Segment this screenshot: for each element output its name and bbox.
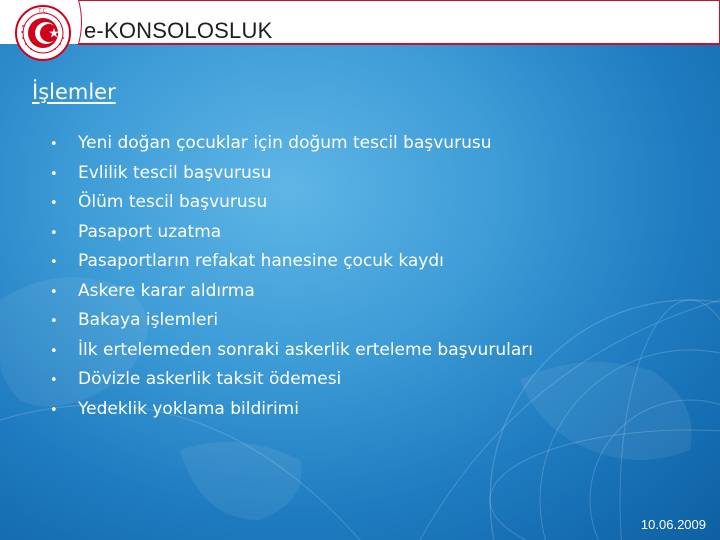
list-item-label: Dövizle askerlik taksit ödemesi — [78, 369, 342, 389]
list-item-label: Evlilik tescil başvurusu — [78, 162, 272, 183]
list-item — [50, 163, 533, 193]
list-item-label: Bakaya işlemleri — [78, 310, 219, 330]
list-item — [50, 281, 533, 311]
bullet-icon: • — [50, 284, 58, 300]
operations-list — [50, 133, 533, 428]
list-item-label: Yedeklik yoklama bildirimi — [78, 398, 299, 419]
list-item — [50, 251, 533, 281]
bullet-icon: • — [50, 373, 58, 388]
list-item — [50, 369, 533, 399]
slide-date: 10.06.2009 — [640, 517, 706, 532]
emblem-top-text: T.C. — [38, 8, 48, 15]
list-item-label: Pasaportların refakat hanesine çocuk kaydı — [78, 251, 444, 271]
bullet-icon: • — [50, 166, 58, 182]
bullet-icon: • — [50, 314, 58, 329]
app-title: e-KONSOLOSLUK — [84, 18, 273, 43]
list-item-label: Askere karar aldırma — [78, 280, 255, 301]
bullet-icon: • — [50, 402, 58, 418]
list-item-label: İlk ertelemeden sonraki askerlik erteleme başvuruları — [78, 339, 533, 360]
bullet-icon: • — [50, 137, 58, 152]
list-item — [50, 192, 533, 222]
list-item-label: Pasaport uzatma — [78, 221, 222, 242]
bullet-icon: • — [50, 255, 58, 270]
bullet-icon: • — [50, 196, 58, 211]
bullet-icon: • — [50, 225, 58, 241]
list-item-label: Ölüm tescil başvurusu — [78, 192, 268, 212]
bullet-icon: • — [50, 343, 58, 359]
section-heading: İşlemler — [32, 80, 116, 104]
list-item — [50, 222, 533, 252]
list-item — [50, 399, 533, 429]
list-item-label: Yeni doğan çocuklar için doğum tescil başvurusu — [78, 133, 492, 153]
title-bar — [0, 0, 720, 64]
list-item — [50, 340, 533, 370]
ministry-emblem-icon — [14, 4, 72, 62]
list-item — [50, 310, 533, 340]
list-item — [50, 133, 533, 163]
